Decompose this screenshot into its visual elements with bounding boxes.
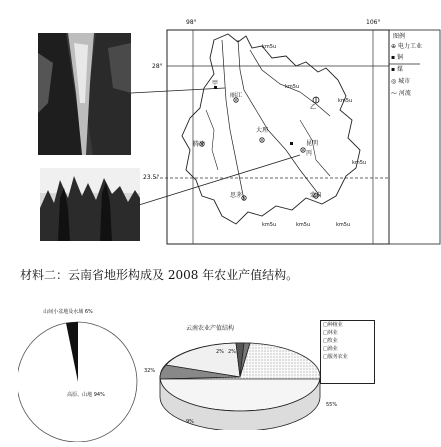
legend-title: 图例 — [393, 33, 406, 40]
place-yi: 乙 — [310, 104, 317, 111]
agri-value-livestock: 32% — [144, 368, 156, 374]
agri-value-forestry: 9% — [186, 419, 194, 425]
place-simao: 思茅 — [230, 192, 243, 199]
agri-value-crops: 55% — [326, 402, 338, 408]
agri-legend-item-livestock: □牧业 — [323, 338, 338, 344]
lat-28-label: 28° — [152, 63, 163, 70]
altitude-label: km5u — [336, 222, 351, 228]
place-tengchong: 腾冲 — [193, 141, 206, 148]
altitude-label: km5u — [285, 84, 300, 90]
city-icon: ◎ — [391, 78, 397, 85]
place-dali: 大理 — [256, 127, 269, 134]
legend-item-power: ⊕ 电力工业 — [391, 43, 422, 50]
terrain-label-basin: 山间小盆地及水域 6% — [43, 309, 93, 315]
forestry-swatch-icon: □ — [323, 330, 328, 336]
legend-item-city: ◎ 城市 — [391, 78, 411, 85]
altitude-label: km5u — [352, 160, 367, 166]
agri-legend-item-forestry: □林业 — [323, 330, 338, 336]
crops-swatch-icon: □ — [323, 322, 328, 328]
power-icon: ⊕ — [391, 43, 397, 50]
services-swatch-icon: □ — [323, 354, 328, 360]
material-two-caption: 材料二：云南省地形构成及 2008 年农业产值结构。 — [20, 268, 299, 282]
place-jia: 甲 — [212, 80, 219, 87]
place-kunming: 昆明 — [306, 140, 319, 147]
agri-value-fishery: 2% — [216, 349, 224, 355]
altitude-label: km5u — [262, 222, 277, 228]
coal-icon: ▪ — [391, 66, 396, 73]
lat-23-5-label: 23.5° — [143, 174, 160, 181]
place-bing: 丙 — [306, 150, 313, 157]
agri-pie-chart — [150, 335, 330, 430]
agri-value-services: 2% — [228, 349, 236, 355]
altitude-label: km5u — [262, 44, 277, 50]
terrain-label-highland: 高原、山地 94% — [67, 392, 105, 398]
lon-106-label: 106° — [366, 19, 381, 26]
place-mengzi: 蒙自 — [310, 192, 323, 199]
river-icon: ⁓ — [391, 90, 397, 97]
agri-legend — [320, 320, 375, 384]
place-lijiang: 丽江 — [230, 92, 243, 99]
livestock-swatch-icon: □ — [323, 338, 328, 344]
legend-item-river: ⁓ 河流 — [391, 90, 411, 97]
terrain-slice-basin — [66, 322, 78, 382]
lon-98-label: 98° — [186, 19, 197, 26]
copper-icon: ▪ — [391, 54, 396, 61]
agri-chart-title: 云南农业产值结构 — [186, 325, 235, 332]
altitude-label: km5u — [296, 222, 311, 228]
terrain-pie-chart — [18, 302, 148, 442]
legend-item-coal: ▪ 煤 — [391, 66, 404, 73]
agri-legend-item-services: □服务农业 — [323, 354, 348, 360]
agri-legend-item-fishery: □渔业 — [323, 346, 338, 352]
altitude-label: km5u — [338, 98, 353, 104]
agri-legend-item-crops: □种植业 — [323, 322, 343, 328]
fishery-swatch-icon: □ — [323, 346, 328, 352]
legend-item-copper: ▪ 铜 — [391, 54, 404, 61]
